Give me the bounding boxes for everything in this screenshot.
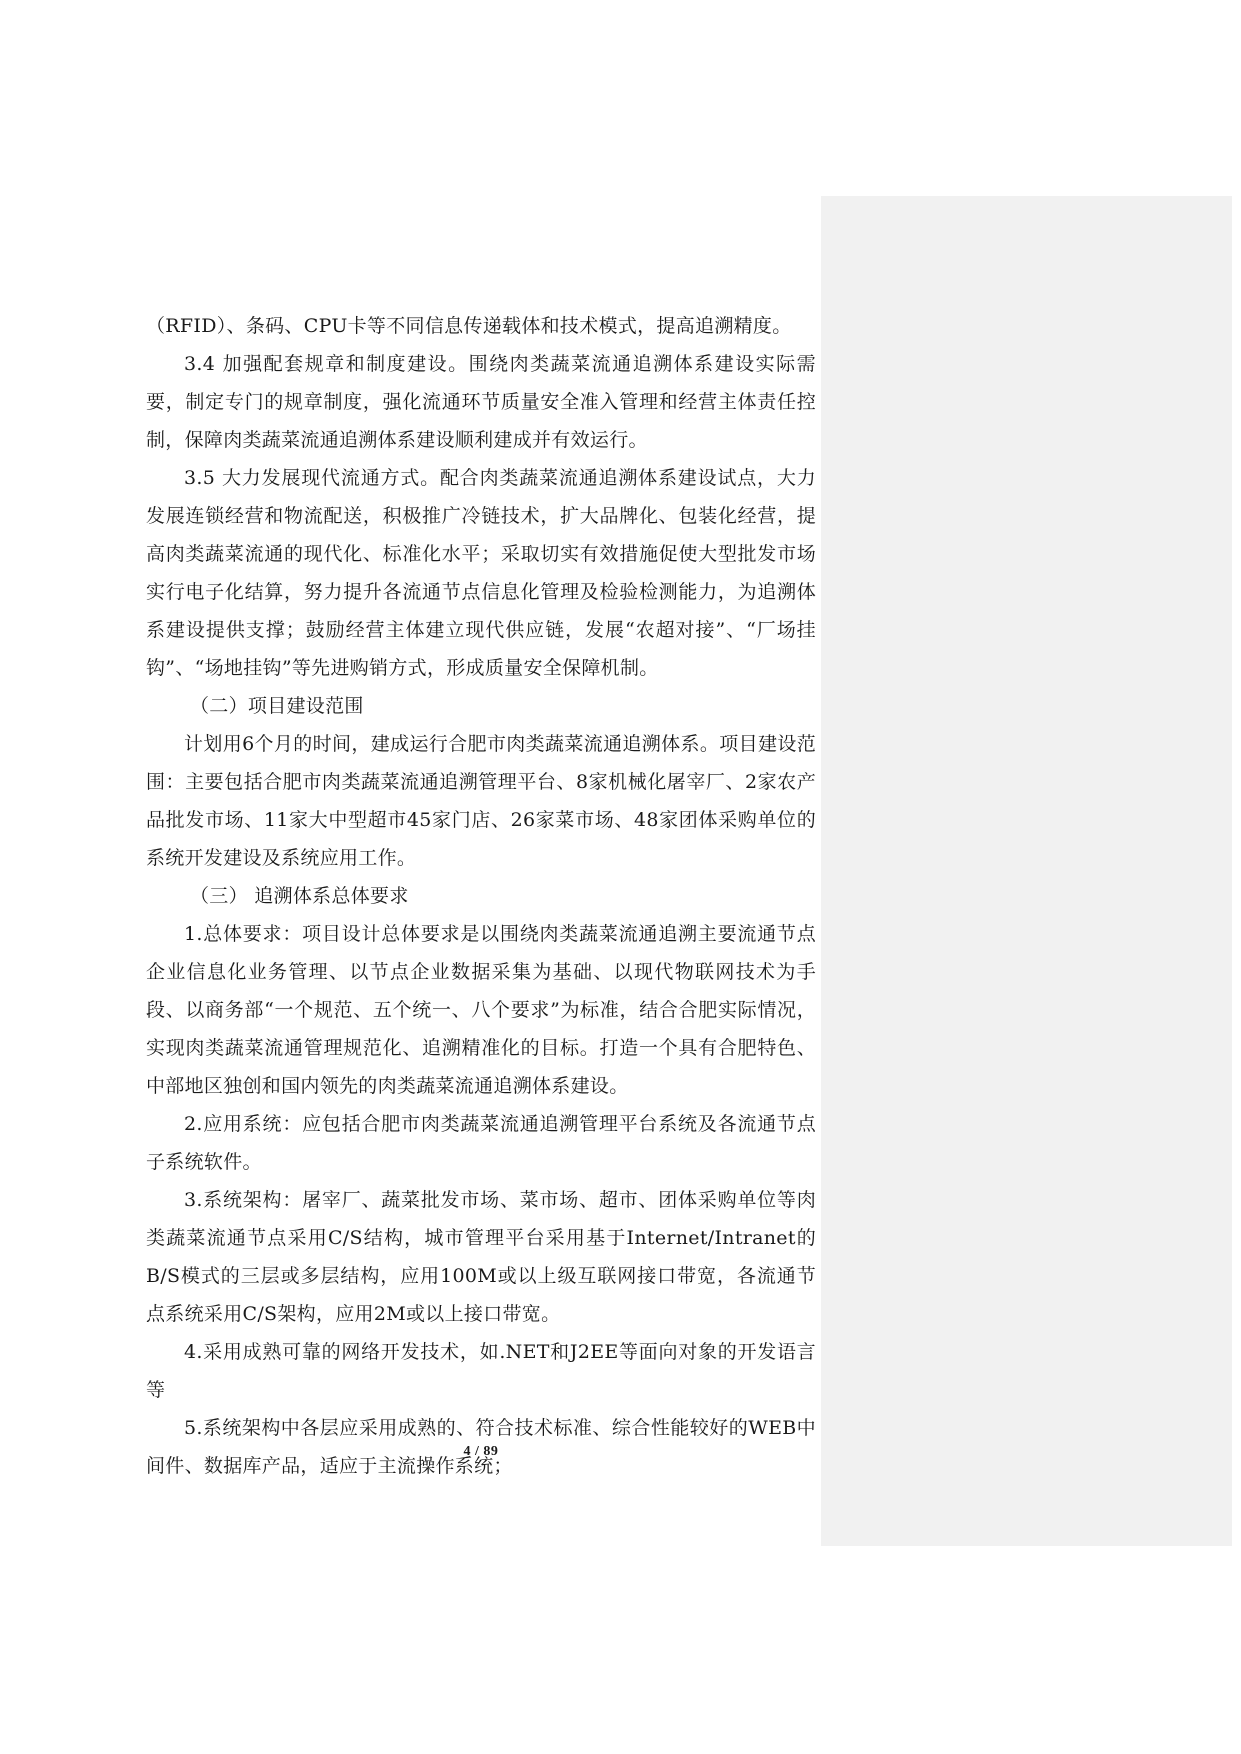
paragraph-3-5-modern-circulation: 3.5 大力发展现代流通方式。配合肉类蔬菜流通追溯体系建设试点，大力发展连锁经营和物流配送，积极推广冷链技术，扩大品牌化、包装化经营，提高肉类蔬菜流通的现代化、标准化水平；采取切实有效措施促使大型批发市场实行电子化结算，努力提升各流通节点信息化管理及检验检测能力，为追溯体系建设提供支撑；鼓励经营主体建立现代供应链，发展“农超对接”、“厂场挂钩”、“场地挂钩”等先进购销方式，形成质量安全保障机制。 — [146, 467, 816, 679]
section-heading-overall-requirements: （三） 追溯体系总体要求 — [190, 885, 409, 907]
paragraph-requirement-3: 3.系统架构：屠宰厂、蔬菜批发市场、菜市场、超市、团体采购单位等肉类蔬菜流通节点采用C/S结构，城市管理平台采用基于Internet/Intranet的B/S模式的三层或多层结构，应用100M或以上级互联网接口带宽，各流通节点系统采用C/S架构，应用2M或以上接口带宽。 — [146, 1189, 816, 1325]
paragraph-3-4-regulations: 3.4 加强配套规章和制度建设。围绕肉类蔬菜流通追溯体系建设实际需要，制定专门的规章制度，强化流通环节质量安全准入管理和经营主体责任控制，保障肉类蔬菜流通追溯体系建设顺利建成并有效运行。 — [146, 353, 816, 451]
paragraph-rfid-continuation: （RFID）、条码、CPU卡等不同信息传递载体和技术模式，提高追溯精度。 — [146, 315, 792, 337]
comment-margin-pane — [821, 196, 1232, 1546]
page-number: 4 / 89 — [463, 1444, 499, 1459]
paragraph-requirement-2: 2.应用系统：应包括合肥市肉类蔬菜流通追溯管理平台系统及各流通节点子系统软件。 — [146, 1113, 816, 1173]
document-body — [146, 307, 816, 1485]
section-heading-scope: （二）项目建设范围 — [190, 695, 364, 717]
paragraph-requirement-5: 5.系统架构中各层应采用成熟的、符合技术标准、综合性能较好的WEB中间件、数据库产品，适应于主流操作系统； — [146, 1417, 816, 1477]
paragraph-requirement-1: 1.总体要求：项目设计总体要求是以围绕肉类蔬菜流通追溯主要流通节点企业信息化业务管理、以节点企业数据采集为基础、以现代物联网技术为手段、以商务部“一个规范、五个统一、八个要求”为标准，结合合肥实际情况，实现肉类蔬菜流通管理规范化、追溯精准化的目标。打造一个具有合肥特色、中部地区独创和国内领先的肉类蔬菜流通追溯体系建设。 — [146, 923, 816, 1097]
paragraph-requirement-4: 4.采用成熟可靠的网络开发技术，如.NET和J2EE等面向对象的开发语言等 — [146, 1341, 816, 1401]
paragraph-project-scope: 计划用6个月的时间，建成运行合肥市肉类蔬菜流通追溯体系。项目建设范围：主要包括合肥市肉类蔬菜流通追溯管理平台、8家机械化屠宰厂、2家农产品批发市场、11家大中型超市45家门店、26家菜市场、48家团体采购单位的系统开发建设及系统应用工作。 — [146, 733, 816, 869]
